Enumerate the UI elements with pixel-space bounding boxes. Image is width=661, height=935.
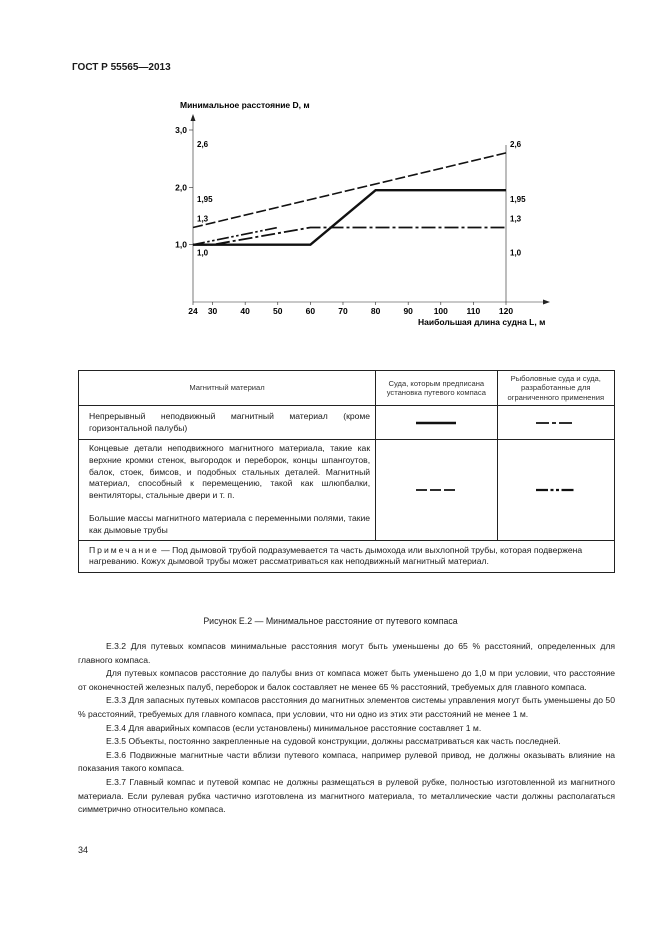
paragraph: Е.3.5 Объекты, постоянно закрепленные на судовой конструкции, должны рассматриваться как часть последней. (106, 736, 561, 747)
value-label-right: 2,6 (510, 139, 522, 149)
figure-caption: Рисунок Е.2 — Минимальное расстояние от путевого компаса (203, 616, 458, 626)
value-label-left: 1,95 (197, 195, 213, 205)
body-text (78, 640, 615, 817)
document-code: ГОСТ Р 55565—2013 (72, 62, 171, 73)
header-material: Магнитный материал (79, 371, 376, 406)
table-note (79, 540, 615, 572)
x-axis-arrow (543, 300, 550, 305)
value-label-right: 1,95 (510, 195, 526, 205)
symbol-continuous-steering (376, 406, 497, 440)
page-number: 34 (78, 845, 89, 855)
y-tick-label: 2,0 (175, 182, 187, 193)
value-label-left: 1,0 (197, 248, 209, 258)
y-axis-arrow (191, 114, 196, 121)
min-distance-chart (0, 0, 661, 360)
x-tick-label: 100 (433, 306, 448, 316)
paragraph: Е.3.3 Для запасных путевых компасов расстояния до магнитных элементов системы управления могут быть уменьшены до 50 % расстояний, требуемых для главного компаса, при условии, что ни одно из этих эти расстояний не менее 1 м. (78, 695, 615, 719)
row-continuous-material: Непрерывный неподвижный магнитный материал (кроме горизонтальной палубы) (79, 406, 376, 440)
x-tick-label: 110 (466, 306, 481, 316)
x-tick-label: 40 (240, 306, 250, 316)
value-label-right: 1,3 (510, 214, 522, 224)
paragraph: Е.3.6 Подвижные магнитные части вблизи путевого компаса, например рулевой привод, не должны оказывать влияние на показания такого компаса. (78, 749, 615, 774)
paragraph: Е.3.2 Для путевых компасов минимальные расстояния могут быть уменьшены до 65 % расстояний, определенных для главного компаса. (78, 641, 615, 665)
legend-table (78, 370, 615, 573)
x-tick-label: 120 (498, 306, 514, 316)
paragraph: Для путевых компасов расстояние до палубы вниз от компаса может быть уменьшено до 1,0 м при условии, что расстояние от оконечностей железных палуб, переборок и балок составляет не менее 65 % расстояний, требуемых для главного компаса. (78, 668, 615, 692)
header-fishing: Рыболовные суда и суда, разработанные для ограниченного применения (497, 371, 614, 406)
row-other-material (79, 440, 376, 540)
series-continuous_fishing (193, 228, 506, 245)
symbol-continuous-fishing (497, 406, 614, 440)
row-end-parts-text: Концевые детали неподвижного магнитного материала, такие как верхние кромки стенок, выгородок и переборок, концы шпангоутов, балок, стоек, бимсов, и подобных стальных деталей. Магнитный материал, способный к перемещению, такой как шлюпбалки, вентиляторы, стальные двери и т. п. (89, 443, 371, 500)
y-tick-label: 1,0 (175, 239, 187, 250)
row-large-masses-text: Большие массы магнитного материала с переменными полями, такие как дымовые трубы (89, 513, 371, 536)
value-label-left: 2,6 (197, 139, 209, 149)
symbol-other-fishing (497, 440, 614, 540)
value-label-right: 1,0 (510, 248, 522, 258)
series-continuous_steering (193, 190, 506, 245)
x-tick-label: 24 (188, 306, 198, 316)
header-steering: Суда, которым предписана установка путевого компаса (376, 371, 497, 406)
paragraph: Е.3.4 Для аварийных компасов (если установлены) минимальное расстояние составляет 1 м. (106, 722, 482, 733)
paragraph: Е.3.7 Главный компас и путевой компас не должны размещаться в рулевой рубке, полностью изготовленной из магнитного материала. Если рулевая рубка частично изготовлена из магнитного материала, то металлические части должны располагаться симметрично относительно компаса. (78, 776, 615, 815)
note-text: — Под дымовой трубой подразумевается та часть дымохода или выхлопной трубы, которая подвержена нагреванию. Кожух дымовой трубы может рассматриваться как неподвижный магнитный материал. (89, 544, 583, 567)
x-tick-label: 80 (370, 306, 381, 316)
x-tick-label: 50 (273, 306, 283, 316)
x-tick-label: 30 (207, 306, 218, 316)
value-label-left: 1,3 (197, 214, 209, 224)
note-label: Примечание (89, 544, 159, 555)
x-axis-label: Наибольшая длина судна L, м (418, 317, 546, 327)
x-tick-label: 60 (305, 306, 316, 316)
y-axis-label: Минимальное расстояние D, м (180, 100, 310, 110)
x-tick-label: 70 (338, 306, 348, 316)
symbol-other-steering (376, 440, 497, 540)
x-tick-label: 90 (403, 306, 413, 316)
y-tick-label: 3,0 (175, 125, 187, 135)
